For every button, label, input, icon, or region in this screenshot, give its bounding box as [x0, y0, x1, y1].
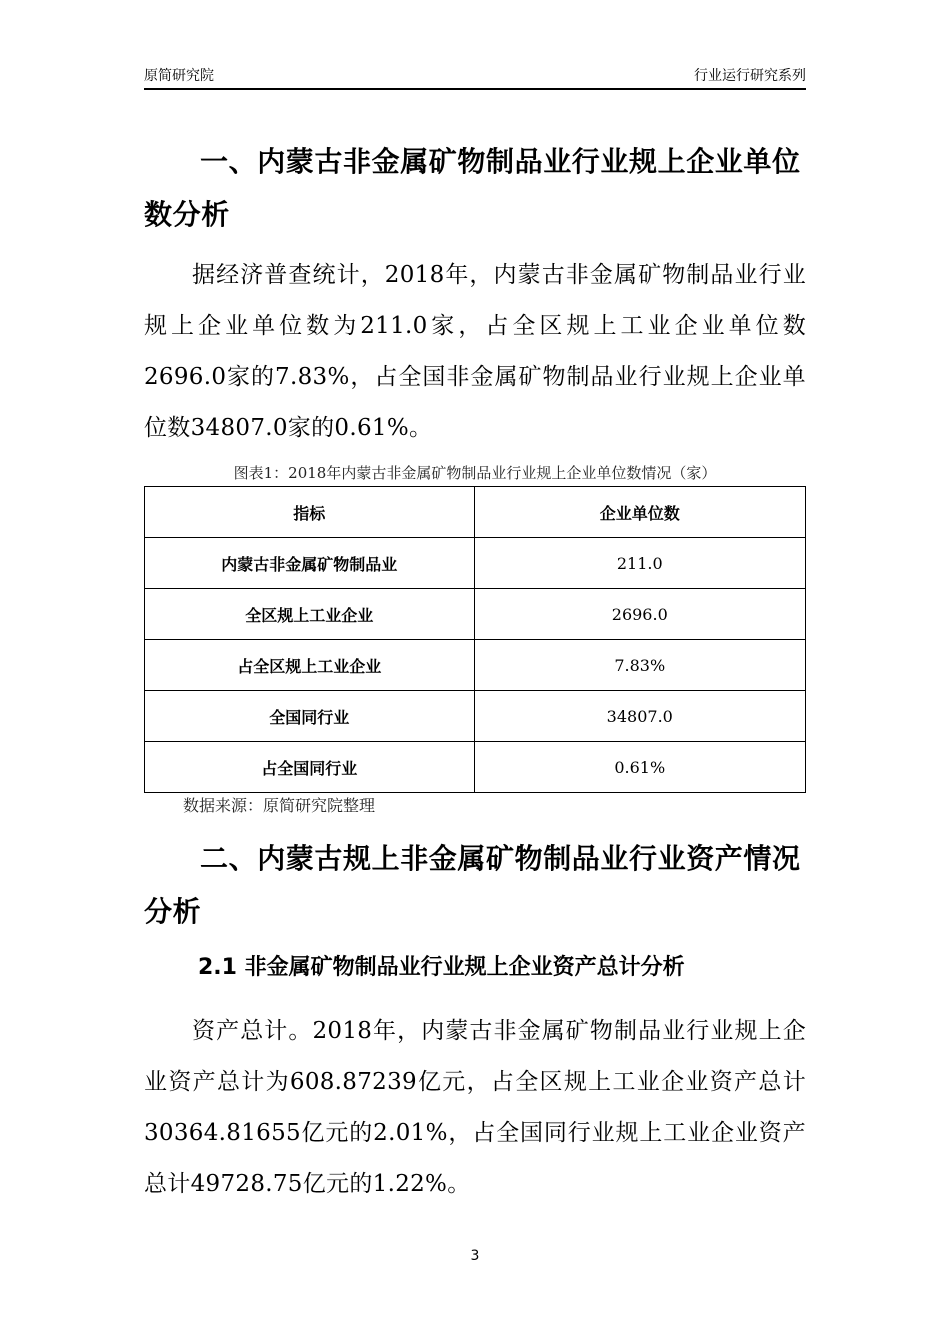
- row-label: 全国同行业: [145, 691, 475, 742]
- column-header-indicator: 指标: [145, 487, 475, 538]
- row-value: 34807.0: [474, 691, 805, 742]
- table1-caption: 图表1：2018年内蒙古非金属矿物制品业行业规上企业单位数情况（家）: [233, 464, 717, 482]
- column-header-enterprise-count: 企业单位数: [474, 487, 805, 538]
- row-label: 内蒙古非金属矿物制品业: [145, 538, 475, 589]
- table-row: [145, 691, 806, 742]
- row-label: 占全区规上工业企业: [145, 640, 475, 691]
- section2-paragraph-text: 资产总计。2018年，内蒙古非金属矿物制品业行业规上企业资产总计为608.87239亿元，占全区规上工业企业资产总计30364.81655亿元的2.01%，占全国同行业规上工业企业资产总计49728.75亿元的1.22%。: [144, 1018, 806, 1197]
- table-header-row: [145, 487, 806, 538]
- section1-heading: [144, 135, 806, 241]
- page-number: 3: [470, 1248, 480, 1264]
- header-series: 行业运行研究系列: [694, 68, 806, 84]
- subsection-2-1-heading: 2.1 非金属矿物制品业行业规上企业资产总计分析: [198, 955, 685, 980]
- table-row: [145, 640, 806, 691]
- table-row: [145, 742, 806, 793]
- row-value: 0.61%: [474, 742, 805, 793]
- section2-paragraph: [144, 1006, 806, 1210]
- section1-paragraph-text: 据经济普查统计，2018年，内蒙古非金属矿物制品业行业规上企业单位数为211.0家，占全区规上工业企业单位数2696.0家的7.83%，占全国非金属矿物制品业行业规上企业单位数34807.0家的0.61%。: [144, 262, 806, 441]
- page-header: [144, 66, 806, 90]
- section2-heading-line1: 二、内蒙古规上非金属矿物制品业行业资产情况: [200, 842, 801, 875]
- row-label: 占全国同行业: [145, 742, 475, 793]
- section1-heading-line1: 一、内蒙古非金属矿物制品业行业规上企业单位: [200, 145, 801, 178]
- table-row: [145, 589, 806, 640]
- section2-heading-line2: 分析: [144, 895, 202, 928]
- row-value: 2696.0: [474, 589, 805, 640]
- table-row: [145, 538, 806, 589]
- table1-source-note: 数据来源：原简研究院整理: [183, 796, 376, 815]
- section2-heading: [144, 832, 806, 938]
- row-value: 7.83%: [474, 640, 805, 691]
- row-label: 全区规上工业企业: [145, 589, 475, 640]
- enterprise-count-table: [144, 486, 806, 793]
- section1-heading-line2: 数分析: [144, 198, 230, 231]
- section1-paragraph: [144, 250, 806, 454]
- header-publisher: 原简研究院: [144, 68, 214, 84]
- row-value: 211.0: [474, 538, 805, 589]
